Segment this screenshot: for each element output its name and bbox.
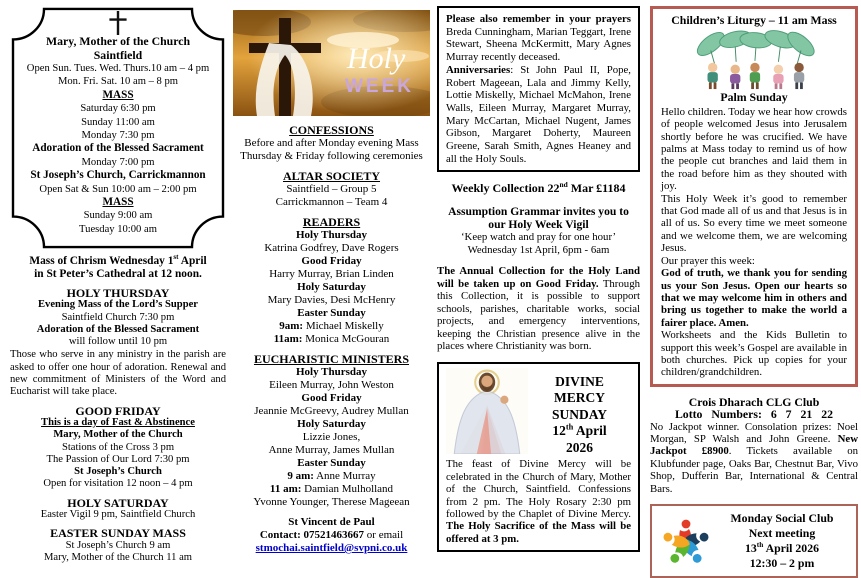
column-parish-schedule bbox=[10, 6, 226, 564]
easter-sunday-section bbox=[10, 527, 226, 564]
rota-day: Easter Sunday bbox=[297, 457, 366, 469]
palm-sunday-para2: This Holy Week it’s good to remember that God made all of us and that Jesus is in all of us. So every time we meet someone and we welcome them, we are welcoming Jesus. bbox=[661, 192, 847, 255]
slot-time: 11am: bbox=[273, 333, 303, 345]
cross-shape bbox=[279, 18, 291, 116]
svp-contact-line bbox=[233, 529, 430, 542]
rota-slot bbox=[233, 333, 430, 346]
new-jackpot: New Jackpot £8900 bbox=[650, 432, 858, 458]
rota-slot bbox=[233, 320, 430, 333]
stjoseph-hours: Open Sat & Sun 10:00 am – 2:00 pm bbox=[39, 183, 197, 195]
mass-time: Monday 7:30 pm bbox=[81, 130, 155, 142]
title-date bbox=[528, 423, 631, 440]
social-club-logo bbox=[658, 513, 714, 569]
prayer-intro: Our prayer this week: bbox=[661, 254, 755, 267]
holy-thursday-section bbox=[10, 287, 226, 399]
title-word: MERCY bbox=[554, 390, 605, 406]
date-num: 13 bbox=[744, 541, 757, 555]
passion-line: The Passion of Our Lord 7:30 pm bbox=[46, 453, 190, 465]
palm-sunday-children-image bbox=[688, 28, 820, 90]
palm-sunday-heading: Palm Sunday bbox=[720, 90, 788, 105]
ordinal-suffix: th bbox=[565, 422, 574, 432]
mass-heading-1: MASS bbox=[102, 88, 134, 101]
vigil-datetime: Wednesday 1st April, 6pm - 6am bbox=[467, 244, 610, 257]
rota-day: Holy Saturday bbox=[297, 418, 366, 430]
column-notices bbox=[437, 6, 640, 552]
holy-saturday-heading: HOLY SATURDAY bbox=[67, 495, 169, 510]
svp-email-link[interactable]: stmochai.saintfield@svpni.co.uk bbox=[255, 542, 408, 554]
cross-icon bbox=[20, 10, 216, 34]
slot-time: 9 am: bbox=[287, 470, 314, 482]
lords-supper-line: Evening Mass of the Lord’s Supper bbox=[37, 299, 198, 311]
column-rotas bbox=[233, 6, 430, 555]
anniversaries-label: Anniversaries bbox=[446, 63, 511, 76]
good-friday-heading: GOOD FRIDAY bbox=[75, 403, 161, 418]
stjoseph-line: St Joseph’s Church bbox=[74, 466, 162, 478]
vigil-quote: ‘Keep watch and pray for one hour’ bbox=[460, 231, 617, 244]
chrism-text: April bbox=[178, 255, 207, 267]
good-friday-section bbox=[10, 405, 226, 491]
date-month: April bbox=[573, 423, 607, 439]
rota-names: Yvonne Younger, Therese Mageean bbox=[253, 496, 410, 508]
slot-name: Michael Miskelly bbox=[303, 320, 384, 332]
fast-abstinence-line: This is a day of Fast & Abstinence bbox=[41, 416, 195, 428]
children-figures bbox=[708, 63, 805, 89]
chrism-text: Mass of Chrism Wednesday 1 bbox=[29, 255, 174, 267]
crois-dharach-section bbox=[650, 396, 858, 495]
svp-heading: St Vincent de Paul bbox=[288, 516, 375, 528]
collection-text: Weekly Collection 22 bbox=[451, 181, 560, 196]
svp-phone: Contact: 07521463667 bbox=[259, 529, 365, 541]
prayers-lead: Please also remember in your prayers bbox=[446, 13, 631, 25]
ordinal-suffix: th bbox=[756, 540, 764, 550]
easter-vigil-line: Easter Vigil 9 pm, Saintfield Church bbox=[40, 509, 196, 521]
rota-names: Mary Davies, Desi McHenry bbox=[267, 294, 396, 306]
deceased-names: Breda Cunningham, Marian Teggart, Irene Stewart, Sheena McKermitt, Mary Agnes Murray recently deceased. bbox=[446, 25, 631, 64]
title-year: 2026 bbox=[566, 439, 593, 455]
holy-land-collection bbox=[437, 265, 640, 353]
adoration-line: Adoration of the Blessed Sacrament bbox=[36, 323, 200, 335]
weekly-prayer: God of truth, we thank you for sending us your Son Jesus. Open our hearts so that we may welcome him in others and bring us together to make the world a fairer place. Amen. bbox=[661, 267, 847, 329]
church-title: Mary, Mother of the Church bbox=[45, 34, 191, 48]
prayers-box bbox=[437, 6, 640, 172]
mass-heading-2: MASS bbox=[102, 196, 134, 209]
divine-mercy-body bbox=[446, 458, 631, 545]
crois-dharach-heading: Crois Dharach CLG Club bbox=[688, 394, 820, 409]
social-club-text bbox=[714, 511, 850, 571]
holy-thursday-heading: HOLY THURSDAY bbox=[66, 286, 170, 300]
rota-day: Holy Saturday bbox=[297, 281, 366, 293]
holy-land-lead: The Annual Collection for the Holy Land will be taken up on Good Friday. bbox=[437, 265, 640, 290]
mass-time: Sunday 11:00 am bbox=[81, 116, 155, 128]
divine-mercy-title bbox=[528, 368, 631, 457]
rota-names: Jeannie McGreevy, Audrey Mullan bbox=[254, 405, 409, 417]
worksheets-para: Worksheets and the Kids Bulletin to support this week’s Gospel are available in both churches. Pick up copies for your children/grandchildren. bbox=[661, 329, 847, 379]
stations-line: Stations of the Cross 3 pm bbox=[61, 441, 175, 453]
title-word: SUNDAY bbox=[551, 406, 607, 422]
face bbox=[481, 376, 492, 387]
altar-society-line1: Saintfield – Group 5 bbox=[286, 183, 377, 195]
dm-text: The feast of Divine Mercy will be celebrated in the Church of Mary, Mother of the Church, Saintfield. Confessions from 2 pm. The Holy Rosary 2:30 pm followed by the Chaplet of Divine Mercy. bbox=[446, 458, 631, 521]
stjoseph-heading: St Joseph’s Church, Carrickmannon bbox=[30, 169, 206, 182]
easter-mass-line2: Mary, Mother of the Church 11 am bbox=[43, 551, 193, 563]
holy-script-text: Holy bbox=[347, 42, 406, 75]
eucharistic-ministers-heading: EUCHARISTIC MINISTERS bbox=[253, 352, 410, 366]
rota-day: Holy Thursday bbox=[295, 229, 368, 241]
slot-name: Anne Murray bbox=[313, 470, 376, 482]
raised-hand bbox=[500, 396, 508, 404]
readers-heading: READERS bbox=[302, 215, 361, 229]
palm-sunday-para1: Hello children. Today we hear how crowds of people welcomed Jesus into Jerusalem shortly before he was crucified. We have palms at Mass today to remind us of how the people cut branches and laid them in the road before him as they shouted with joy. bbox=[661, 105, 847, 193]
social-club-next-meeting: Next meeting bbox=[748, 526, 816, 540]
holy-week-image bbox=[233, 10, 430, 116]
opening-hours-1: Open Sun. Tues. Wed. Thurs.10 am – 4 pm bbox=[26, 63, 210, 74]
opening-hours-2: Mon. Fri. Sat. 10 am – 8 pm bbox=[57, 76, 179, 88]
parish-schedule-frame bbox=[10, 6, 226, 250]
divine-mercy-jesus-image bbox=[446, 368, 528, 454]
social-club-date bbox=[714, 541, 850, 556]
lotto-numbers: Lotto Numbers: 6 7 21 22 bbox=[674, 407, 834, 422]
rota-slot bbox=[233, 470, 430, 483]
mass-time: Sunday 9:00 am bbox=[83, 210, 153, 222]
monday-social-club-box bbox=[650, 504, 858, 578]
childrens-liturgy-box bbox=[650, 6, 858, 387]
divine-mercy-box bbox=[437, 362, 640, 552]
parish-schedule-content bbox=[20, 10, 216, 236]
assumption-line1: Assumption Grammar invites you to bbox=[448, 205, 629, 219]
rota-names: Katrina Godfrey, Dave Rogers bbox=[264, 242, 399, 254]
rota-names: Anne Murray, James Mullan bbox=[268, 444, 395, 456]
svp-contact-rest: or email bbox=[364, 529, 404, 541]
collection-amount: Mar £1184 bbox=[567, 181, 626, 196]
chrism-text-line2: in St Peter’s Cathedral at 12 noon. bbox=[34, 268, 202, 280]
rota-slot bbox=[233, 483, 430, 496]
adoration-until: will follow until 10 pm bbox=[68, 336, 168, 348]
rota-day: Easter Sunday bbox=[297, 307, 366, 319]
childrens-liturgy-heading: Children’s Liturgy – 11 am Mass bbox=[671, 13, 837, 27]
altar-society-line2: Carrickmannon – Team 4 bbox=[275, 196, 388, 208]
rota-names: Eileen Murray, John Weston bbox=[269, 379, 394, 391]
confessions-heading: CONFESSIONS bbox=[289, 123, 374, 137]
assumption-line2: our Holy Week Vigil bbox=[488, 218, 589, 232]
slot-time: 9am: bbox=[279, 320, 304, 332]
assumption-vigil-section bbox=[437, 205, 640, 257]
holy-thursday-paragraph: Those who serve in any ministry in the parish are asked to offer one hour of adoration. Renewal and new commitment of Ministers of the Word and Eucharist will take place. bbox=[10, 349, 226, 398]
holy-saturday-section bbox=[10, 497, 226, 522]
rota-names: Lizzie Jones, bbox=[302, 431, 361, 443]
altar-society-heading: ALTAR SOCIETY bbox=[282, 169, 381, 183]
divine-mercy-header bbox=[446, 368, 631, 457]
slot-name: Monica McGouran bbox=[302, 333, 390, 345]
social-club-title: Monday Social Club bbox=[730, 511, 834, 525]
social-club-time: 12:30 – 2 pm bbox=[749, 556, 815, 570]
date-month: April 2026 bbox=[763, 541, 819, 555]
ordinal-suffix: nd bbox=[559, 180, 568, 190]
slot-name: Damian Mulholland bbox=[301, 483, 394, 495]
easter-mass-line1: St Joseph’s Church 9 am bbox=[65, 539, 171, 551]
weekly-collection-line bbox=[437, 181, 640, 196]
date-num: 12 bbox=[552, 423, 566, 439]
ordinal-suffix: st bbox=[173, 253, 179, 262]
week-text: WEEK bbox=[345, 76, 414, 97]
rota-names: Harry Murray, Brian Linden bbox=[269, 268, 394, 280]
rota-day: Good Friday bbox=[301, 392, 362, 404]
easter-sunday-heading: EASTER SUNDAY MASS bbox=[50, 526, 186, 541]
adoration-heading: Adoration of the Blessed Sacrament bbox=[32, 142, 204, 155]
column-community bbox=[650, 6, 858, 578]
rota-day: Good Friday bbox=[301, 255, 362, 267]
church-name-line: Mary, Mother of the Church bbox=[53, 429, 183, 441]
rota-day: Holy Thursday bbox=[295, 366, 368, 378]
mass-time: Saturday 6:30 pm bbox=[80, 103, 156, 115]
lotto-details bbox=[650, 421, 858, 495]
title-word: DIVINE bbox=[555, 373, 604, 389]
chrism-mass-note bbox=[10, 255, 226, 281]
visitation-line: Open for visitation 12 noon – 4 pm bbox=[43, 478, 193, 490]
lotto-text: No Jackpot winner. Consolation prizes: Noel Morgan, SP Walsh and John Greene. bbox=[650, 420, 858, 445]
confessions-line1: Before and after Monday evening Mass bbox=[244, 137, 419, 149]
holy-land-rest: Through this Collection, it is possible to support schools, parishes, charitable works, social projects, and emergency interventions, keeping the Christian presence alive in the places where Christianity was born. bbox=[437, 277, 640, 353]
church-town: Saintfield bbox=[93, 48, 143, 62]
confessions-line2: Thursday & Friday following ceremonies bbox=[240, 150, 423, 162]
mass-time: Tuesday 10:00 am bbox=[79, 223, 157, 235]
lotto-text: . Tickets available on Klubfunder page, Oaks Bar, Chestnut Bar, Vivo Shop, Dufferin Bar, International & Central Bars. bbox=[650, 445, 858, 495]
adoration-time: Monday 7:00 pm bbox=[81, 156, 155, 168]
saintfield-time: Saintfield Church 7:30 pm bbox=[61, 311, 175, 323]
slot-time: 11 am: bbox=[269, 483, 302, 495]
dm-text-bold: The Holy Sacrifice of the Mass will be offered at 3 pm. bbox=[446, 520, 631, 545]
anniversaries-names: : St John Paul II, Pope, Robert Mageean, Lala and Jimmy Kelly, Lottie Miskelly, Michael McMahon, Irene Walls, Eileen Murray, Margaret Murray, Mary McCartan, Michael Nugent, James Gibson, Margaret Doherty, Maureen Greene, Sarah Smith, Agnes Heaney and all the Holy Souls. bbox=[446, 63, 631, 165]
